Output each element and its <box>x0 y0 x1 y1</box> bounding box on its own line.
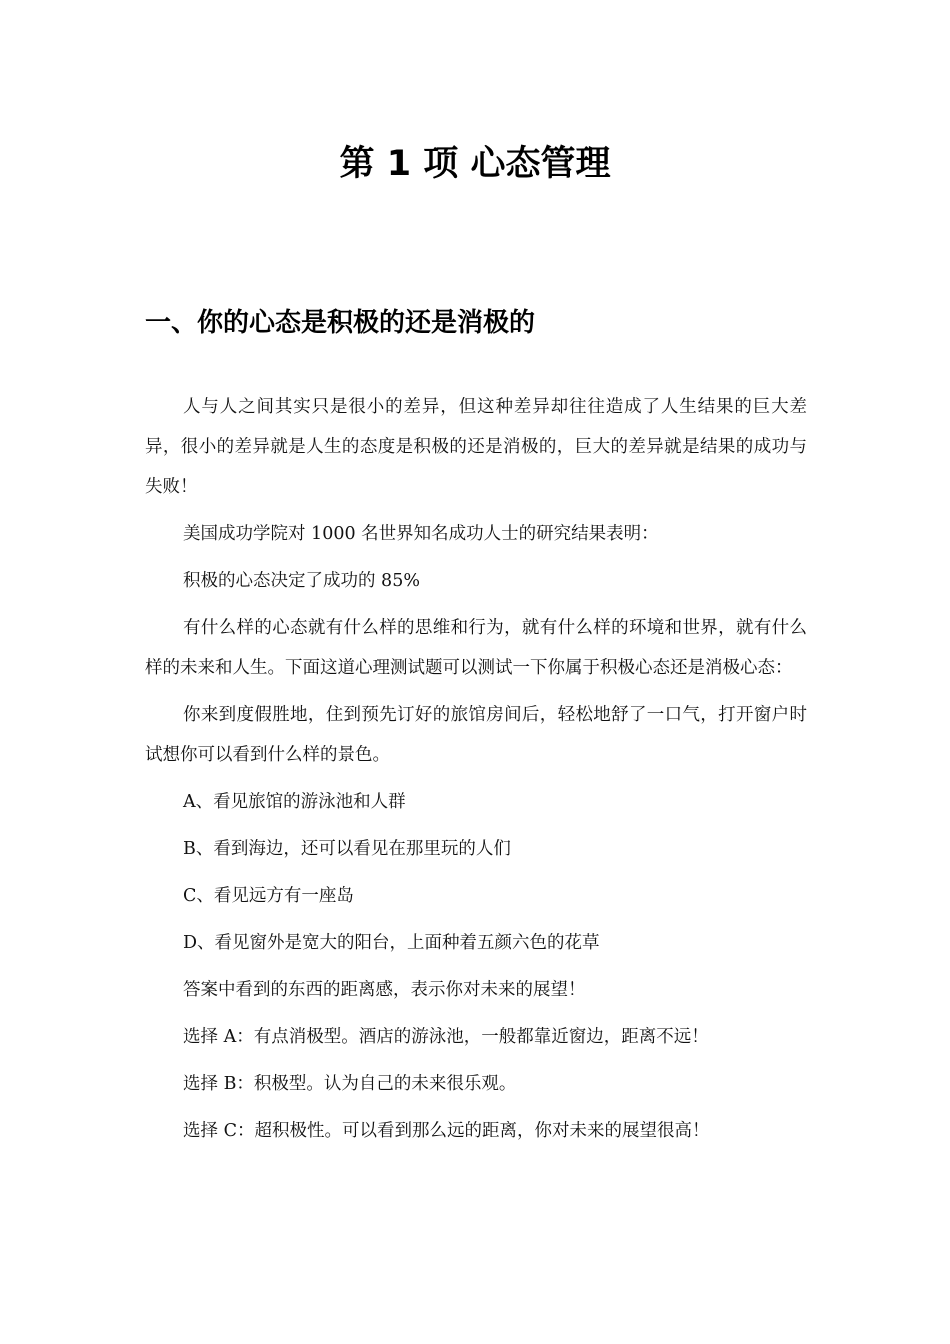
paragraph-question: 你来到度假胜地，住到预先订好的旅馆房间后，轻松地舒了一口气，打开窗户时试想你可以看到什么样的景色。 <box>145 705 807 765</box>
body-text <box>145 387 807 1158</box>
option-b: B、看到海边，还可以看见在那里玩的人们 <box>183 839 511 859</box>
option-d: D、看见窗外是宽大的阳台，上面种着五颜六色的花草 <box>183 933 600 953</box>
answer-b: 选择 B：积极型。认为自己的未来很乐观。 <box>183 1074 517 1094</box>
answer-intro: 答案中看到的东西的距离感，表示你对未来的展望！ <box>183 980 586 1000</box>
paragraph-mindset: 有什么样的心态就有什么样的思维和行为，就有什么样的环境和世界，就有什么样的未来和人生。下面这道心理测试题可以测试一下你属于积极心态还是消极心态： <box>145 618 807 678</box>
paragraph-intro: 人与人之间其实只是很小的差异，但这种差异却往往造成了人生结果的巨大差异，很小的差异就是人生的态度是积极的还是消极的，巨大的差异就是结果的成功与失败！ <box>145 397 807 497</box>
paragraph-85-percent: 积极的心态决定了成功的 85% <box>183 571 420 591</box>
answer-a: 选择 A：有点消极型。酒店的游泳池，一般都靠近窗边，距离不远！ <box>183 1027 709 1047</box>
option-c: C、看见远方有一座岛 <box>183 886 354 906</box>
answer-c: 选择 C：超积极性。可以看到那么远的距离，你对未来的展望很高！ <box>183 1121 710 1141</box>
paragraph-study: 美国成功学院对 1000 名世界知名成功人士的研究结果表明： <box>183 524 659 544</box>
section-heading: 一、你的心态是积极的还是消极的 <box>145 308 536 338</box>
document-title: 第 1 项 心态管理 <box>339 144 611 184</box>
option-a: A、看见旅馆的游泳池和人群 <box>183 792 406 812</box>
